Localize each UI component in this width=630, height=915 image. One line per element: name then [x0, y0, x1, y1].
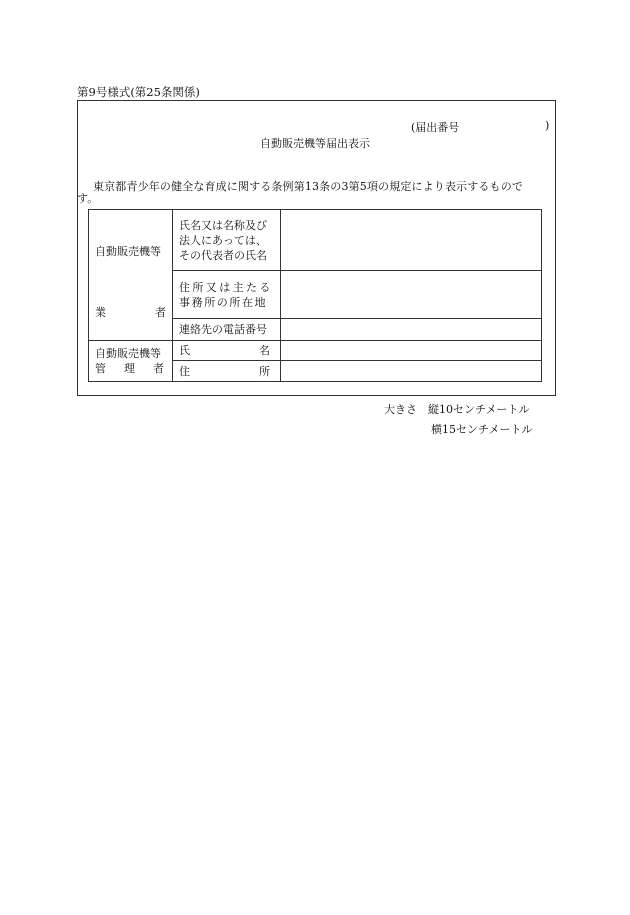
size-note	[384, 401, 533, 436]
operator-name-label-line3: その代表者の氏名	[179, 248, 267, 262]
size-vertical: 大きさ 縦10センチメートル	[384, 403, 530, 416]
operator-phone-value[interactable]	[281, 319, 542, 341]
manager-name-label: 氏 名	[173, 341, 281, 361]
filing-number-close: )	[545, 119, 550, 132]
notice-body-line2: す。	[77, 192, 99, 205]
notice-body	[77, 180, 556, 205]
manager-label-bottom: 管 理 者	[95, 362, 164, 375]
size-horizontal: 横15センチメートル	[431, 423, 533, 436]
form-number: 第9号様式(第25条関係)	[77, 85, 200, 99]
operator-label-cell	[89, 210, 173, 341]
operator-address-label-line1: 住所又は主たる	[179, 280, 273, 294]
registration-table	[88, 209, 542, 382]
manager-address-label: 住 所	[173, 361, 281, 382]
operator-name-label-line1: 氏名又は名称及び	[179, 218, 267, 232]
operator-name-label-line2: 法人にあっては、	[179, 233, 267, 247]
operator-address-label	[173, 271, 281, 319]
document-title: 自動販売機等届出表示	[260, 137, 370, 150]
operator-name-label	[173, 210, 281, 271]
operator-address-label-line2: 事務所の所在地	[179, 295, 268, 309]
operator-label-top: 自動販売機等	[95, 245, 161, 258]
filing-number-field	[411, 119, 550, 135]
manager-label-cell	[89, 341, 173, 382]
notice-body-line1: 東京都青少年の健全な育成に関する条例第13条の3第5項の規定により表示するもので	[93, 180, 523, 193]
manager-label-top: 自動販売機等	[95, 347, 161, 360]
manager-name-value[interactable]	[281, 341, 542, 361]
filing-number-label: (届出番号	[411, 121, 460, 134]
operator-phone-label: 連絡先の電話番号	[173, 319, 281, 341]
operator-label-bottom: 業 者	[95, 306, 166, 319]
operator-address-value[interactable]	[281, 271, 542, 319]
manager-address-value[interactable]	[281, 361, 542, 382]
operator-name-value[interactable]	[281, 210, 542, 271]
